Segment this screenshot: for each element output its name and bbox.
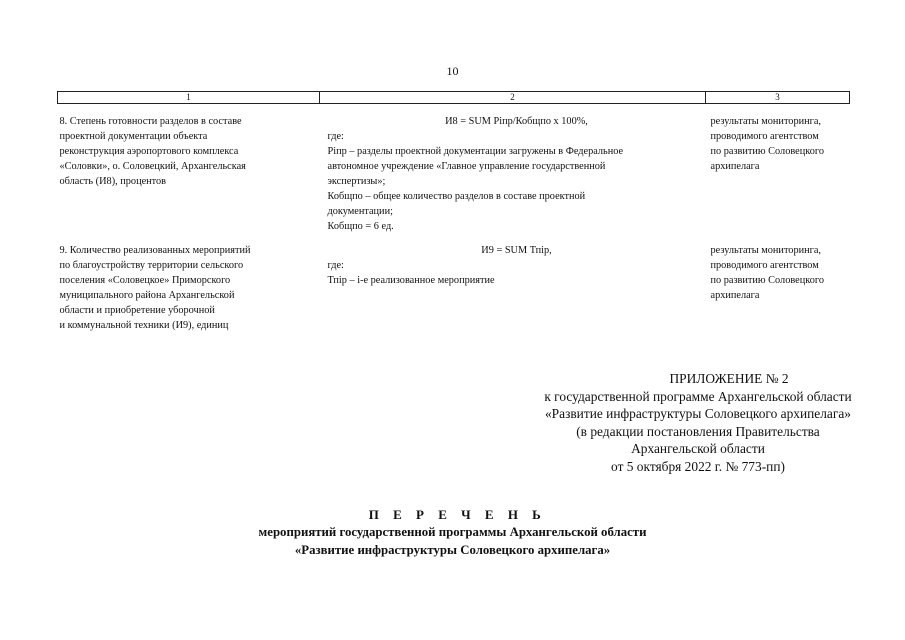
appendix-line: «Развитие инфраструктуры Соловецкого архипелага» xyxy=(544,406,851,421)
indicator-line: по благоустройству территории сельского xyxy=(59,260,244,271)
column-number-row xyxy=(58,92,850,104)
indicator-cell xyxy=(58,104,320,235)
explanation-line: где: xyxy=(327,260,344,271)
table-row xyxy=(58,234,850,333)
explanation-line: документации; xyxy=(327,206,393,217)
indicator-line: области и приобретение уборочной xyxy=(59,305,215,316)
indicator-line: 9. Количество реализованных мероприятий xyxy=(59,245,251,256)
formula: И9 = SUM Тпiр, xyxy=(481,245,552,256)
table-row xyxy=(58,104,850,235)
indicator-line: поселения «Соловецкое» Приморского xyxy=(59,275,231,286)
explanation-line: Кобщпо – общее количество разделов в составе проектной xyxy=(327,191,586,202)
source-cell xyxy=(706,234,850,333)
column-number-3: 3 xyxy=(706,92,850,104)
indicator-line: проектной документации объекта xyxy=(59,131,208,142)
source-line: по развитию Соловецкого xyxy=(710,146,824,157)
source-line: архипелага xyxy=(710,161,760,172)
indicator-cell xyxy=(58,234,320,333)
source-line: проводимого агентством xyxy=(710,131,819,142)
column-number-1: 1 xyxy=(58,92,320,104)
explanation-line: Рiпр – разделы проектной документации загружены в Федеральное xyxy=(327,146,624,157)
source-cell xyxy=(706,104,850,235)
explanation-line: экспертизы»; xyxy=(327,176,386,187)
list-title: П Е Р Е Ч Е Н Ь xyxy=(368,507,547,522)
indicator-line: область (И8), процентов xyxy=(59,176,167,187)
formula-cell xyxy=(320,104,706,235)
appendix-line: Архангельской области xyxy=(631,441,765,456)
source-line: проводимого агентством xyxy=(710,260,819,271)
appendix-line: к государственной программе Архангельской области xyxy=(544,388,852,404)
source-line: результаты мониторинга, xyxy=(710,245,821,256)
source-line: по развитию Соловецкого xyxy=(710,275,824,286)
indicator-line: 8. Степень готовности разделов в составе xyxy=(59,116,242,127)
indicators-table xyxy=(57,91,850,333)
formula-cell xyxy=(320,234,706,333)
formula: И8 = SUM Рiпр/Кобщпо х 100%, xyxy=(445,116,588,127)
indicator-line: «Соловки», о. Соловецкий, Архангельская xyxy=(59,161,246,172)
page-number: 10 xyxy=(446,64,459,78)
explanation-line: Тпiр – i-е реализованное мероприятие xyxy=(327,275,495,286)
list-heading xyxy=(0,506,905,559)
source-line: результаты мониторинга, xyxy=(710,116,821,127)
list-subtitle: мероприятий государственной программы Архангельской области xyxy=(258,525,647,539)
indicator-line: реконструкция аэропортового комплекса xyxy=(59,146,239,157)
appendix-line: от 5 октября 2022 г. № 773-пп) xyxy=(611,458,785,474)
appendix-title: ПРИЛОЖЕНИЕ № 2 xyxy=(669,371,789,386)
appendix-block xyxy=(478,370,905,475)
program-name: «Развитие инфраструктуры Соловецкого архипелага» xyxy=(294,543,611,557)
appendix-line: (в редакции постановления Правительства xyxy=(576,423,820,439)
explanation-line: где: xyxy=(327,131,344,142)
column-number-2: 2 xyxy=(320,92,706,104)
explanation-line: Кобщпо = 6 ед. xyxy=(327,221,394,232)
source-line: архипелага xyxy=(710,290,760,301)
explanation-line: автономное учреждение «Главное управление государственной xyxy=(327,161,606,172)
indicator-line: муниципального района Архангельской xyxy=(59,290,235,301)
indicator-line: и коммунальной техники (И9), единиц xyxy=(59,320,229,331)
